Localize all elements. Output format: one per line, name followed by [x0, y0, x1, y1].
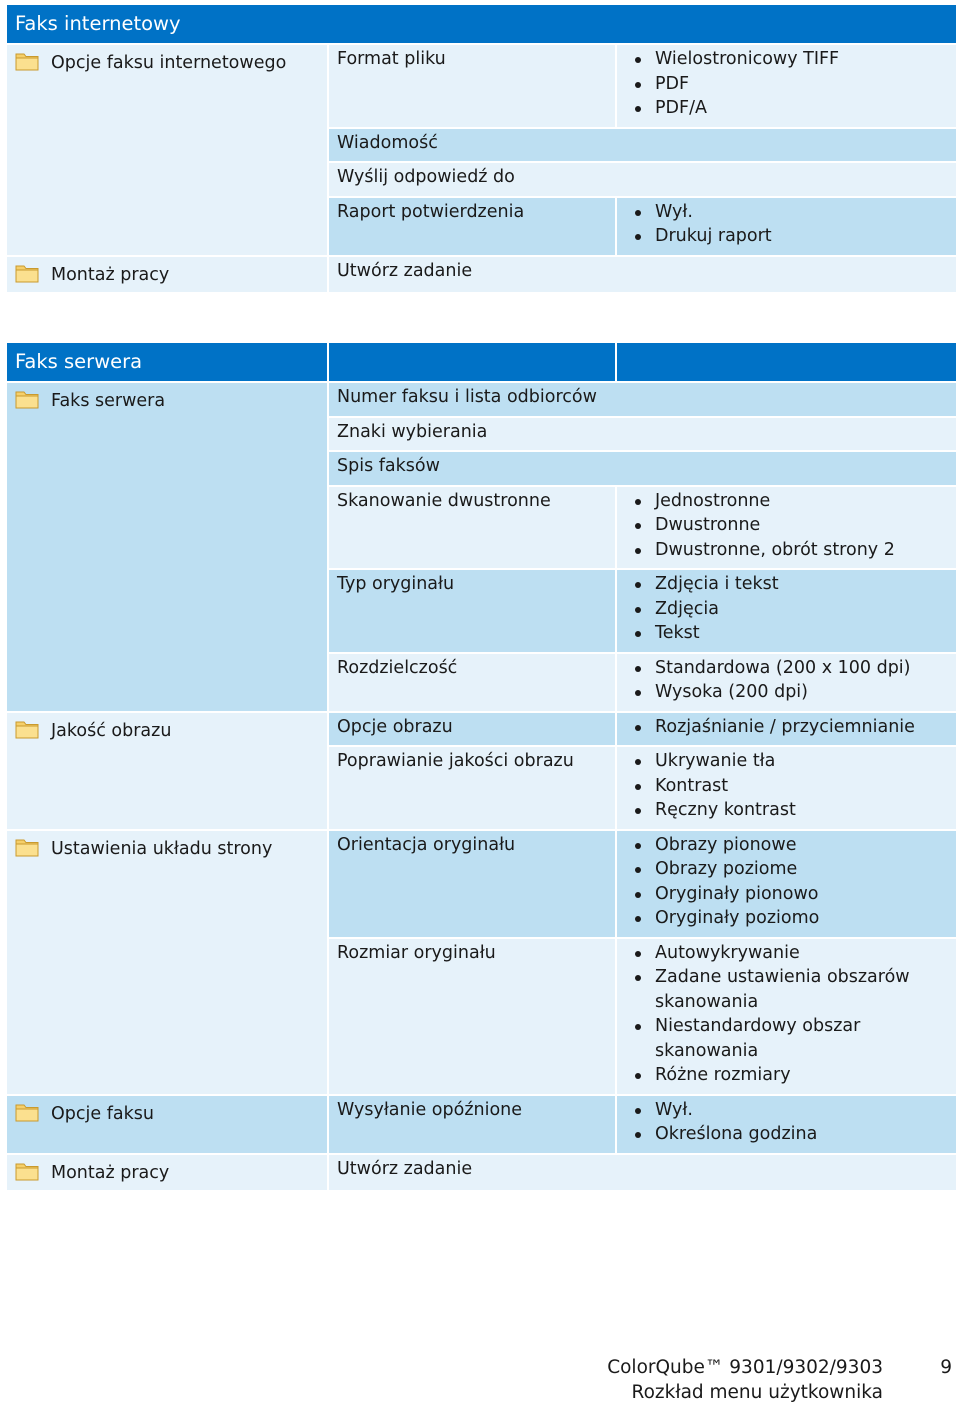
- menu-item-fax-directory: Spis faksów: [328, 451, 957, 486]
- folder-label: Opcje faksu internetowego: [51, 53, 287, 73]
- folder-icon: [15, 263, 39, 283]
- menu-item-original-size: Rozmiar oryginału: [328, 938, 616, 1095]
- menu-item-delayed-send: Wysyłanie opóźnione: [328, 1095, 616, 1154]
- options-confirmation-report: [616, 197, 957, 256]
- option-item: Oryginały pionowo: [625, 882, 950, 907]
- option-item: Wył.: [625, 1098, 950, 1123]
- folder-label: Montaż pracy: [51, 1162, 170, 1183]
- option-item: Zdjęcia i tekst: [625, 572, 950, 597]
- option-item: Ręczny kontrast: [625, 798, 950, 823]
- option-item: Rozjaśnianie / przyciemnianie: [625, 715, 950, 740]
- option-item: Wył.: [625, 200, 950, 225]
- folder-icon: [15, 389, 39, 409]
- option-item: Niestandardowy obszar skanowania: [625, 1014, 950, 1063]
- menu-item-image-options: Opcje obrazu: [328, 712, 616, 747]
- options-original-size: [616, 938, 957, 1095]
- internet-fax-header: Faks internetowy: [6, 4, 957, 44]
- footer-product-name: ColorQube™ 9301/9302/9303: [607, 1357, 883, 1378]
- menu-folder-image-quality: [6, 712, 328, 830]
- menu-item-build-job: Utwórz zadanie: [328, 1154, 957, 1191]
- option-item: Wielostronicowy TIFF: [625, 47, 950, 72]
- folder-icon: [15, 837, 39, 857]
- option-item: Wysoka (200 dpi): [625, 680, 950, 705]
- option-item: Standardowa (200 x 100 dpi): [625, 656, 950, 681]
- option-item: Oryginały poziomo: [625, 906, 950, 931]
- options-original-orientation: [616, 830, 957, 938]
- menu-folder-internet-fax-options: [6, 44, 328, 256]
- menu-folder-job-assembly: [6, 256, 328, 293]
- menu-folder-job-assembly: [6, 1154, 328, 1191]
- options-2-sided-scanning: [616, 486, 957, 570]
- options-file-format: [616, 44, 957, 128]
- folder-icon: [15, 719, 39, 739]
- menu-item-2-sided-scanning: Skanowanie dwustronne: [328, 486, 616, 570]
- option-item: Różne rozmiary: [625, 1063, 950, 1088]
- folder-label: Jakość obrazu: [51, 720, 172, 741]
- option-item: Ukrywanie tła: [625, 749, 950, 774]
- options-original-type: [616, 569, 957, 653]
- option-item: Zadane ustawienia obszarów skanowania: [625, 965, 950, 1014]
- option-item: Kontrast: [625, 774, 950, 799]
- folder-label: Opcje faksu: [51, 1103, 154, 1124]
- option-item: PDF: [625, 72, 950, 97]
- menu-item-image-enhancement: Poprawianie jakości obrazu: [328, 746, 616, 830]
- option-item: Zdjęcia: [625, 597, 950, 622]
- option-item: Dwustronne, obrót strony 2: [625, 538, 950, 563]
- option-item: Dwustronne: [625, 513, 950, 538]
- menu-folder-layout-adjustment: [6, 830, 328, 1095]
- option-item: Jednostronne: [625, 489, 950, 514]
- header-blank: [328, 342, 616, 382]
- server-fax-table: [5, 341, 958, 1192]
- page-number: 9: [940, 1357, 952, 1378]
- footer-subtitle: Rozkład menu użytkownika: [631, 1382, 883, 1403]
- options-image-options: [616, 712, 957, 747]
- option-item: Tekst: [625, 621, 950, 646]
- options-image-enhancement: [616, 746, 957, 830]
- menu-folder-fax-options: [6, 1095, 328, 1154]
- options-resolution: [616, 653, 957, 712]
- folder-icon: [15, 51, 39, 71]
- header-blank: [616, 342, 957, 382]
- folder-icon: [15, 1161, 39, 1181]
- menu-item-dialing-characters: Znaki wybierania: [328, 417, 957, 452]
- option-item: Drukuj raport: [625, 224, 950, 249]
- folder-label: Ustawienia układu strony: [51, 838, 273, 859]
- menu-item-original-orientation: Orientacja oryginału: [328, 830, 616, 938]
- option-item: Obrazy poziome: [625, 857, 950, 882]
- menu-folder-server-fax: [6, 382, 328, 712]
- option-item: Obrazy pionowe: [625, 833, 950, 858]
- menu-item-build-job: Utwórz zadanie: [328, 256, 957, 293]
- option-item: PDF/A: [625, 96, 950, 121]
- server-fax-header: Faks serwera: [6, 342, 328, 382]
- menu-item-original-type: Typ oryginału: [328, 569, 616, 653]
- internet-fax-table: [5, 3, 958, 294]
- menu-item-reply-to: Wyślij odpowiedź do: [328, 162, 957, 197]
- folder-icon: [15, 1102, 39, 1122]
- option-item: Autowykrywanie: [625, 941, 950, 966]
- options-delayed-send: [616, 1095, 957, 1154]
- option-item: Określona godzina: [625, 1122, 950, 1147]
- folder-label: Montaż pracy: [51, 264, 170, 285]
- menu-item-confirmation-report: Raport potwierdzenia: [328, 197, 616, 256]
- menu-item-fax-number-list: Numer faksu i lista odbiorców: [328, 382, 957, 417]
- menu-item-message: Wiadomość: [328, 128, 957, 163]
- menu-item-resolution: Rozdzielczość: [328, 653, 616, 712]
- folder-label: Faks serwera: [51, 391, 166, 411]
- menu-item-file-format: Format pliku: [328, 44, 616, 128]
